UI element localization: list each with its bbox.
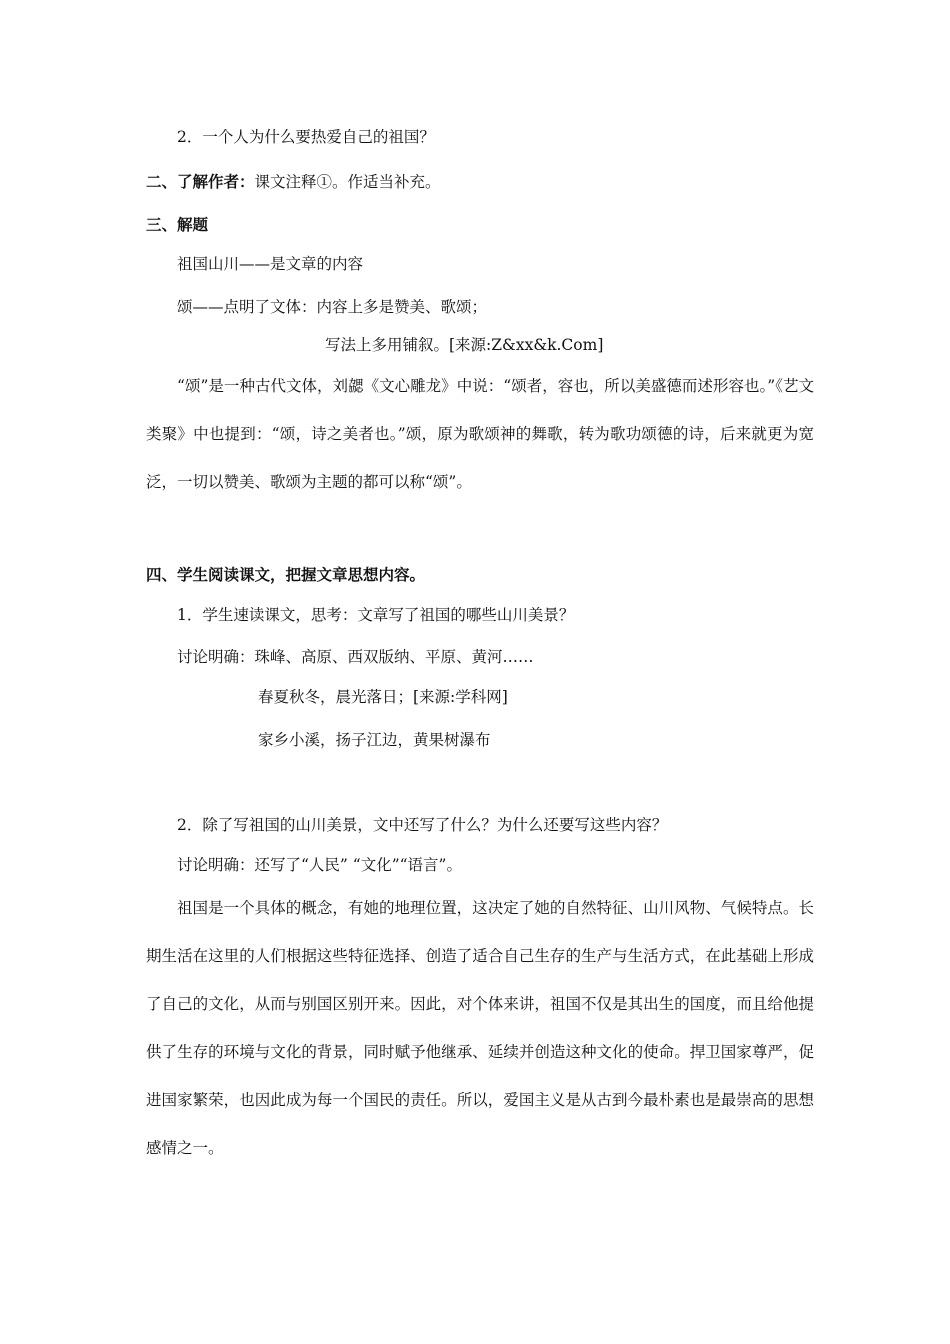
answer-1-line-2: 春夏秋冬，晨光落日；[来源:学科网] xyxy=(258,688,508,706)
ode-explanation-text: “颂”是一种古代文体，刘勰《文心雕龙》中说：“颂者，容也，所以美盛德而述形容也。”《艺文类聚》中也提到：“颂，诗之美者也。”颂，原为歌颂神的舞歌，转为歌功颂德的诗，后来就更为宽泛，一切以赞美、歌颂为主题的都可以称“颂”。 xyxy=(146,377,814,491)
title-explain-line-2: 颂——点明了文体：内容上多是赞美、歌颂； xyxy=(177,298,488,316)
question-2: 2．除了写祖国的山川美景，文中还写了什么？为什么还要写这些内容？ xyxy=(177,816,668,834)
section-2 xyxy=(146,171,441,193)
section-2-text: 课文注释①。作适当补充。 xyxy=(254,173,441,191)
answer-1-line-1: 讨论明确：珠峰、高原、西双版纳、平原、黄河…… xyxy=(177,648,534,666)
section-4-heading: 四、学生阅读课文，把握文章思想内容。 xyxy=(146,565,426,584)
answer-1-line-3: 家乡小溪，扬子江边，黄果树瀑布 xyxy=(258,731,491,749)
motherland-text: 祖国是一个具体的概念，有她的地理位置，这决定了她的自然特征、山川风物、气候特点。长期生活在这里的人们根据这些特征选择、创造了适合自己生存的生产与生活方式，在此基础上形成了自己的文化，从而与别国区别开来。因此，对个体来讲，祖国不仅是其出生的国度，而且给他提供了生存的环境与文化的背景，同时赋予他继承、延续并创造这种文化的使命。捍卫国家尊严，促进国家繁荣，也因此成为每一个国民的责任。所以，爱国主义是从古到今最朴素也是最崇高的思想感情之一。 xyxy=(146,899,814,1157)
title-explain-line-1: 祖国山川——是文章的内容 xyxy=(177,255,364,273)
question-1: 1．学生速读课文，思考：文章写了祖国的哪些山川美景？ xyxy=(177,606,575,624)
motherland-paragraph xyxy=(146,884,814,1172)
title-explain-line-3: 写法上多用铺叙。[来源:Z&xx&k.Com] xyxy=(325,336,604,354)
section-3-heading: 三、解题 xyxy=(146,215,209,234)
answer-2: 讨论明确：还写了“人民” “文化”“语言”。 xyxy=(177,856,462,874)
ode-explanation-paragraph xyxy=(146,362,814,506)
question-2-intro: 2．一个人为什么要热爱自己的祖国？ xyxy=(177,128,435,146)
section-2-heading: 二、了解作者： xyxy=(146,172,255,191)
